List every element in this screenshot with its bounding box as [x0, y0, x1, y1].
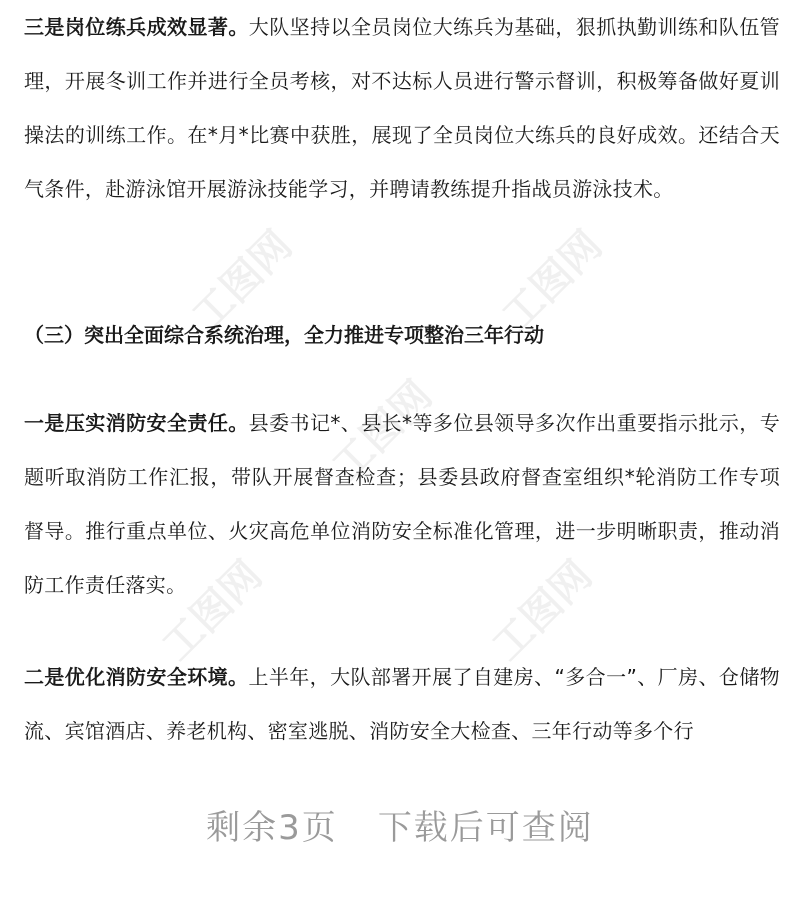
section-heading: （三）突出全面综合系统治理，全力推进专项整治三年行动 — [24, 323, 544, 347]
paragraph-lead: 三是岗位练兵成效显著。 — [24, 15, 249, 39]
paragraph-body: 县委书记*、县长*等多位县领导多次作出重要指示批示，专题听取消防工作汇报，带队开展督查检查；县委县政府督查室组织*轮消防工作专项督导。推行重点单位、火灾高危单位消防安全标准化管理，进一步明晰职责，推动消防工作责任落实。 — [24, 411, 780, 597]
download-to-view-label: 下载后可查阅 — [377, 808, 594, 848]
watermark: 工图网 — [183, 222, 302, 340]
watermark: 工图网 — [153, 552, 272, 670]
watermark: 工图网 — [493, 222, 612, 340]
paragraph-3 — [24, 650, 780, 758]
watermark: 工图网 — [323, 372, 442, 490]
paragraph-lead: 一是压实消防安全责任。 — [24, 411, 249, 435]
remaining-pages-label: 剩余3页 — [206, 808, 338, 848]
paragraph-body: 上半年，大队部署开展了自建房、“多合一”、厂房、仓储物流、宾馆酒店、养老机构、密室逃脱、消防安全大检查、三年行动等多个行 — [24, 665, 780, 743]
paragraph-body: 大队坚持以全员岗位大练兵为基础，狠抓执勤训练和队伍管理，开展冬训工作并进行全员考核，对不达标人员进行警示督训，积极筹备做好夏训操法的训练工作。在*月*比赛中获胜，展现了全员岗位大练兵的良好成效。还结合天气条件，赴游泳馆开展游泳技能学习，并聘请教练提升指战员游泳技术。 — [24, 15, 780, 201]
paragraph-lead: 二是优化消防安全环境。 — [24, 665, 249, 689]
paragraph-1 — [24, 0, 780, 216]
remaining-pages-notice[interactable] — [0, 800, 800, 849]
paragraph-2 — [24, 396, 780, 612]
watermark: 工图网 — [483, 552, 602, 670]
